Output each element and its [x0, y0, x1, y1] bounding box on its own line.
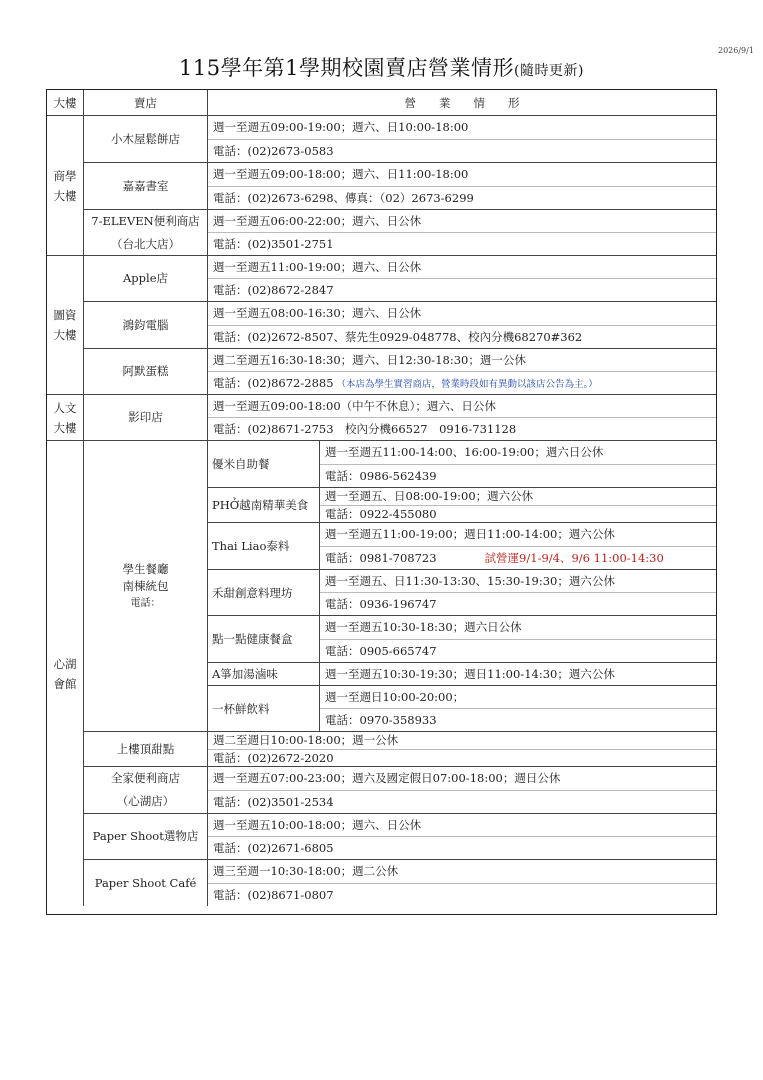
vendor-name: PHỞ越南精華美食: [208, 488, 320, 523]
building-commerce: [47, 116, 84, 256]
phone: 電話：0981-708723: [325, 550, 437, 565]
hours: 週一至週五11:00-19:00；週日11:00-14:00；週六公休: [325, 527, 615, 542]
update-date: 2026/9/1: [718, 46, 754, 55]
phone: 電話：(02)8671-2753 校內分機66527 0916-731128: [208, 417, 716, 440]
phone: 電話：(02)8671-0807: [208, 883, 716, 907]
building-label: 大樓: [53, 188, 77, 203]
phone: 電話：(02)2673-0583: [208, 139, 716, 163]
building-label: 圖資: [53, 308, 77, 322]
shop-name: [84, 860, 208, 906]
vendor-info: [320, 686, 716, 732]
building-label: 心湖: [53, 656, 77, 671]
vendor-name: 優米自助餐: [208, 441, 320, 488]
phone-line: [320, 546, 716, 570]
shop-info: [208, 767, 716, 814]
vendor-name: 一杯鮮飲料: [208, 686, 320, 732]
shop-label: 小木屋鬆餅店: [111, 131, 180, 146]
hours: 週一至週日10:00-20:00；: [325, 690, 465, 704]
vendor-info: [320, 488, 716, 523]
vendor-name: 點一點健康餐盒: [208, 616, 320, 663]
shop-name: [84, 732, 208, 767]
shop-name: [84, 256, 208, 302]
shop-info: [208, 860, 716, 906]
vendor-name: A箏加湯滷味: [208, 663, 320, 686]
hours: 週二至週日10:00-18:00；週一公休: [213, 733, 399, 748]
phone-line: [208, 371, 716, 394]
shop-label: 嘉嘉書室: [122, 178, 169, 193]
canteen-line: 南棟統包: [122, 578, 169, 593]
title-main: 115學年第1學期校園賣店營業情形: [179, 56, 514, 80]
vendor-info: [320, 441, 716, 488]
building-label: 大樓: [53, 328, 77, 342]
phone: 電話：(02)2673-6298、傳真：（02）2673-6299: [208, 186, 716, 210]
stores-table: [46, 89, 717, 915]
shop-info: [208, 210, 716, 256]
vendor-info: [320, 663, 716, 686]
phone: 電話：(02)2672-2020: [208, 749, 716, 767]
vendor-info: [320, 523, 716, 570]
shop-name: [84, 302, 208, 349]
building-xinhu: [47, 441, 84, 906]
hours: 週三至週一10:30-18:00；週二公休: [213, 864, 399, 879]
vendor-info: [320, 570, 716, 616]
shop-name: [84, 163, 208, 210]
hours: 週一至週五09:00-18:00（中午不休息）；週六、日公休: [213, 399, 496, 413]
building-humanities: [47, 395, 84, 441]
phone: 電話：(02)2672-8507、蔡先生0929-048778、校內分機68270#362: [208, 325, 716, 349]
phone: 電話：(02)8672-2847: [208, 278, 716, 301]
shop-info: [208, 395, 716, 441]
shop-label: Paper Shoot Café: [94, 875, 197, 890]
canteen-label: [84, 441, 208, 732]
phone: 電話：0905-665747: [320, 639, 716, 663]
shop-label: （心湖店）: [116, 794, 175, 808]
title-note: (隨時更新): [514, 63, 584, 79]
header-shop: 賣店: [84, 90, 208, 116]
building-label: 人文: [53, 400, 77, 415]
shop-info: [208, 302, 716, 349]
phone: 電話：0986-562439: [320, 464, 716, 488]
building-label: 大樓: [53, 420, 77, 435]
shop-label: 阿默蛋糕: [122, 364, 169, 378]
shop-label: （台北大店）: [111, 236, 180, 251]
page-title: [0, 52, 763, 82]
hours: 週一至週五、日08:00-19:00；週六公休: [325, 489, 534, 504]
canteen-line: 學生餐廳: [122, 561, 169, 576]
shop-label: 鴻鈞電腦: [122, 317, 169, 332]
hours: 週一至週五07:00-23:00；週六及國定假日07:00-18:00；週日公休: [213, 771, 561, 786]
phone: 電話：(02)8672-2885: [213, 376, 334, 390]
vendor-name: 禾甜創意料理坊: [208, 570, 320, 616]
building-label: 會館: [53, 676, 77, 691]
shop-name: [84, 814, 208, 860]
phone: 電話：(02)3501-2751: [208, 232, 716, 255]
shop-name: [84, 767, 208, 814]
building-library: [47, 256, 84, 395]
shop-label: Apple店: [122, 271, 168, 285]
trial-note: 試營運9/1-9/4、9/6 11:00-14:30: [484, 550, 664, 565]
phone: 電話：0922-455080: [320, 505, 716, 523]
hours: 週一至週五11:00-19:00；週六、日公休: [213, 260, 422, 274]
shop-label: Paper Shoot選物店: [92, 829, 199, 843]
building-label: 商學: [53, 168, 77, 183]
shop-name: [84, 116, 208, 163]
hours: 週一至週五09:00-19:00；週六、日10:00-18:00: [213, 120, 469, 135]
vendor-name: Thai Liao泰料: [208, 523, 320, 570]
phone: 電話：(02)2671-6805: [208, 836, 716, 859]
phone: 電話：(02)3501-2534: [208, 790, 716, 814]
shop-label: 7-ELEVEN便利商店: [91, 213, 200, 228]
canteen-line: 電話：: [130, 597, 161, 609]
shop-info: [208, 163, 716, 210]
shop-info: [208, 814, 716, 860]
shop-info: [208, 732, 716, 767]
header-info: 營 業 情 形: [208, 90, 716, 116]
shop-name: [84, 349, 208, 395]
shop-name: [84, 210, 208, 256]
shop-label: 影印店: [128, 410, 163, 424]
shop-info: [208, 256, 716, 302]
phone: 電話：0936-196747: [320, 592, 716, 615]
shop-info: [208, 116, 716, 163]
header-building: 大樓: [47, 90, 84, 116]
hours: 週一至週五、日11:30-13:30、15:30-19:30；週六公休: [325, 574, 615, 588]
hours: 週一至週五06:00-22:00；週六、日公休: [213, 214, 422, 228]
hours: 週二至週五16:30-18:30；週六、日12:30-18:30；週一公休: [213, 353, 526, 367]
shop-name: [84, 395, 208, 441]
hours: 週一至週五09:00-18:00；週六、日11:00-18:00: [213, 167, 469, 182]
shop-label: 全家便利商店: [111, 771, 180, 785]
hours: 週一至週五08:00-16:30；週六、日公休: [213, 306, 422, 321]
hours: 週一至週五11:00-14:00、16:00-19:00；週六日公休: [325, 445, 604, 460]
hours: 週一至週五10:00-18:00；週六、日公休: [213, 818, 422, 832]
shop-label: 上樓頂甜點: [116, 741, 175, 756]
phone: 電話：0970-358933: [320, 708, 716, 731]
shop-info: [208, 349, 716, 395]
hours: 週一至週五10:30-18:30；週六日公休: [325, 620, 522, 635]
vendor-info: [320, 616, 716, 663]
hours: 週一至週五10:30-19:30；週日11:00-14:30；週六公休: [325, 667, 615, 681]
shop-note: （本店為學生實習商店，營業時段如有異動以該店公告為主。）: [336, 379, 598, 390]
